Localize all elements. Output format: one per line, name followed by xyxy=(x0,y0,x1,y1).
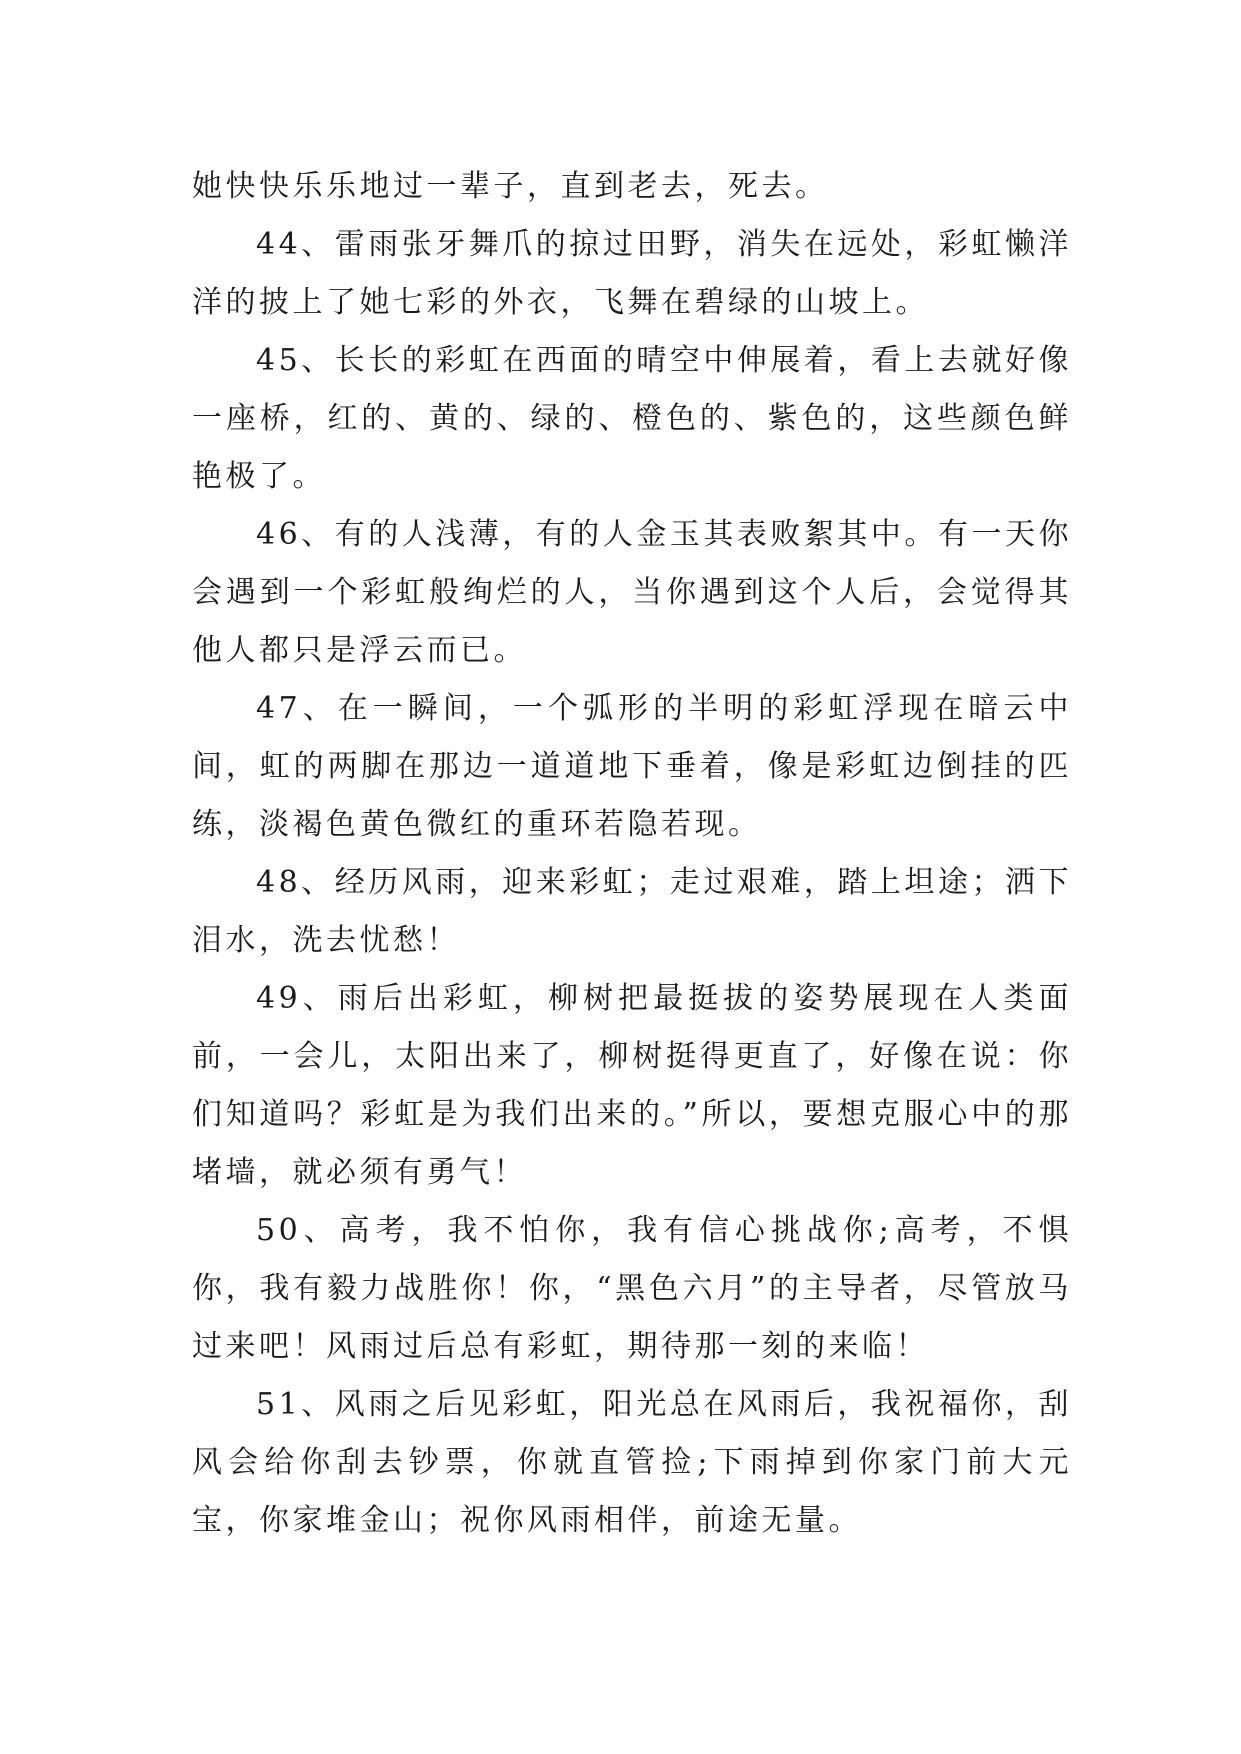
paragraph-46: 46、有的人浅薄，有的人金玉其表败絮其中。有一天你会遇到一个彩虹般绚烂的人，当你遇到这个人后，会觉得其他人都只是浮云而已。 xyxy=(192,517,1072,668)
paragraph-continuation: 她快快乐乐地过一辈子，直到老去，死去。 xyxy=(192,169,829,204)
paragraph-48: 48、经历风雨，迎来彩虹；走过艰难，踏上坦途；洒下泪水，洗去忧愁！ xyxy=(192,865,1072,958)
paragraph-47: 47、在一瞬间，一个弧形的半明的彩虹浮现在暗云中间，虹的两脚在那边一道道地下垂着，像是彩虹边倒挂的匹练，淡褐色黄色微红的重环若隐若现。 xyxy=(192,691,1072,842)
document-body xyxy=(192,158,1072,1550)
paragraph-50: 50、高考，我不怕你，我有信心挑战你;高考，不惧你，我有毅力战胜你！你，“黑色六月”的主导者，尽管放马过来吧！风雨过后总有彩虹，期待那一刻的来临！ xyxy=(192,1213,1072,1364)
paragraph-44: 44、雷雨张牙舞爪的掠过田野，消失在远处，彩虹懒洋洋的披上了她七彩的外衣，飞舞在碧绿的山坡上。 xyxy=(192,227,1072,320)
paragraph-49: 49、雨后出彩虹，柳树把最挺拔的姿势展现在人类面前，一会儿，太阳出来了，柳树挺得更直了，好像在说：你们知道吗？彩虹是为我们出来的。”所以，要想克服心中的那堵墙，就必须有勇气！ xyxy=(192,981,1072,1190)
paragraph-45: 45、长长的彩虹在西面的晴空中伸展着，看上去就好像一座桥，红的、黄的、绿的、橙色的、紫色的，这些颜色鲜艳极了。 xyxy=(192,343,1072,494)
paragraph-51: 51、风雨之后见彩虹，阳光总在风雨后，我祝福你，刮风会给你刮去钞票，你就直管捡;下雨掉到你家门前大元宝，你家堆金山；祝你风雨相伴，前途无量。 xyxy=(192,1387,1072,1538)
